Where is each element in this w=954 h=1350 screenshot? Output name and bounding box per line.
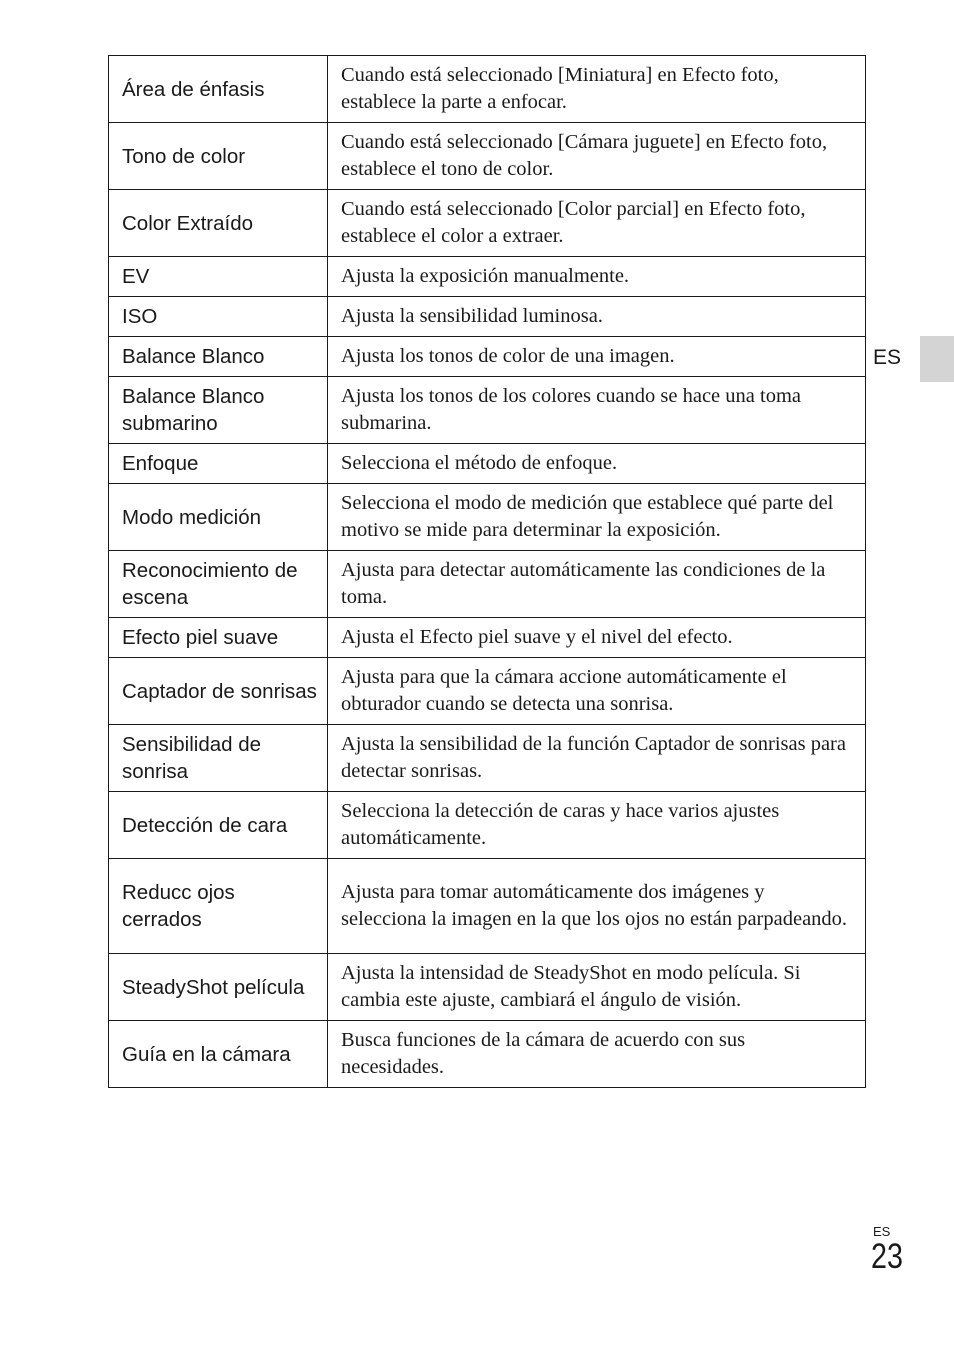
setting-description: Ajusta los tonos de color de una imagen. bbox=[328, 337, 866, 377]
table-row bbox=[109, 190, 866, 257]
language-side-tab bbox=[920, 336, 954, 382]
setting-description: Ajusta los tonos de los colores cuando se hace una toma submarina. bbox=[328, 377, 866, 444]
setting-description: Ajusta para que la cámara accione automáticamente el obturador cuando se detecta una sonrisa. bbox=[328, 658, 866, 725]
setting-name: Reconocimiento de escena bbox=[109, 551, 328, 618]
table-row bbox=[109, 257, 866, 297]
setting-description: Cuando está seleccionado [Miniatura] en Efecto foto, establece la parte a enfocar. bbox=[328, 56, 866, 123]
table-row bbox=[109, 377, 866, 444]
setting-name: Balance Blanco submarino bbox=[109, 377, 328, 444]
table-row bbox=[109, 484, 866, 551]
setting-description: Ajusta el Efecto piel suave y el nivel del efecto. bbox=[328, 618, 866, 658]
setting-name: Área de énfasis bbox=[109, 56, 328, 123]
table-row bbox=[109, 792, 866, 859]
table-row bbox=[109, 658, 866, 725]
table-row bbox=[109, 618, 866, 658]
setting-name: Tono de color bbox=[109, 123, 328, 190]
setting-name: Efecto piel suave bbox=[109, 618, 328, 658]
setting-name: Modo medición bbox=[109, 484, 328, 551]
setting-description: Ajusta la sensibilidad de la función Captador de sonrisas para detectar sonrisas. bbox=[328, 725, 866, 792]
setting-description: Cuando está seleccionado [Color parcial] en Efecto foto, establece el color a extraer. bbox=[328, 190, 866, 257]
setting-name: Reducc ojos cerrados bbox=[109, 859, 328, 954]
page-number: 23 bbox=[871, 1237, 903, 1276]
setting-name: Captador de sonrisas bbox=[109, 658, 328, 725]
language-label: ES bbox=[873, 346, 902, 369]
setting-name: SteadyShot película bbox=[109, 954, 328, 1021]
setting-name: Sensibilidad de sonrisa bbox=[109, 725, 328, 792]
settings-table bbox=[108, 55, 866, 1088]
setting-description: Ajusta para detectar automáticamente las condiciones de la toma. bbox=[328, 551, 866, 618]
table-row bbox=[109, 337, 866, 377]
setting-description: Busca funciones de la cámara de acuerdo con sus necesidades. bbox=[328, 1021, 866, 1088]
table-row bbox=[109, 297, 866, 337]
footer-language-label: ES bbox=[873, 1224, 891, 1239]
table-row bbox=[109, 123, 866, 190]
table-row bbox=[109, 859, 866, 954]
setting-description: Cuando está seleccionado [Cámara juguete] en Efecto foto, establece el tono de color. bbox=[328, 123, 866, 190]
setting-description: Selecciona la detección de caras y hace varios ajustes automáticamente. bbox=[328, 792, 866, 859]
setting-name: ISO bbox=[109, 297, 328, 337]
setting-name: Detección de cara bbox=[109, 792, 328, 859]
table-row bbox=[109, 954, 866, 1021]
setting-description: Ajusta la intensidad de SteadyShot en modo película. Si cambia este ajuste, cambiará el ángulo de visión. bbox=[328, 954, 866, 1021]
setting-description: Selecciona el modo de medición que establece qué parte del motivo se mide para determinar la exposición. bbox=[328, 484, 866, 551]
setting-description: Ajusta la exposición manualmente. bbox=[328, 257, 866, 297]
table-row bbox=[109, 725, 866, 792]
table-row bbox=[109, 551, 866, 618]
setting-name: Color Extraído bbox=[109, 190, 328, 257]
table-row bbox=[109, 56, 866, 123]
setting-name: EV bbox=[109, 257, 328, 297]
setting-name: Guía en la cámara bbox=[109, 1021, 328, 1088]
setting-description: Ajusta la sensibilidad luminosa. bbox=[328, 297, 866, 337]
setting-name: Balance Blanco bbox=[109, 337, 328, 377]
setting-description: Selecciona el método de enfoque. bbox=[328, 444, 866, 484]
table-row bbox=[109, 1021, 866, 1088]
setting-name: Enfoque bbox=[109, 444, 328, 484]
setting-description: Ajusta para tomar automáticamente dos imágenes y selecciona la imagen en la que los ojos no están parpadeando. bbox=[328, 859, 866, 954]
table-row bbox=[109, 444, 866, 484]
